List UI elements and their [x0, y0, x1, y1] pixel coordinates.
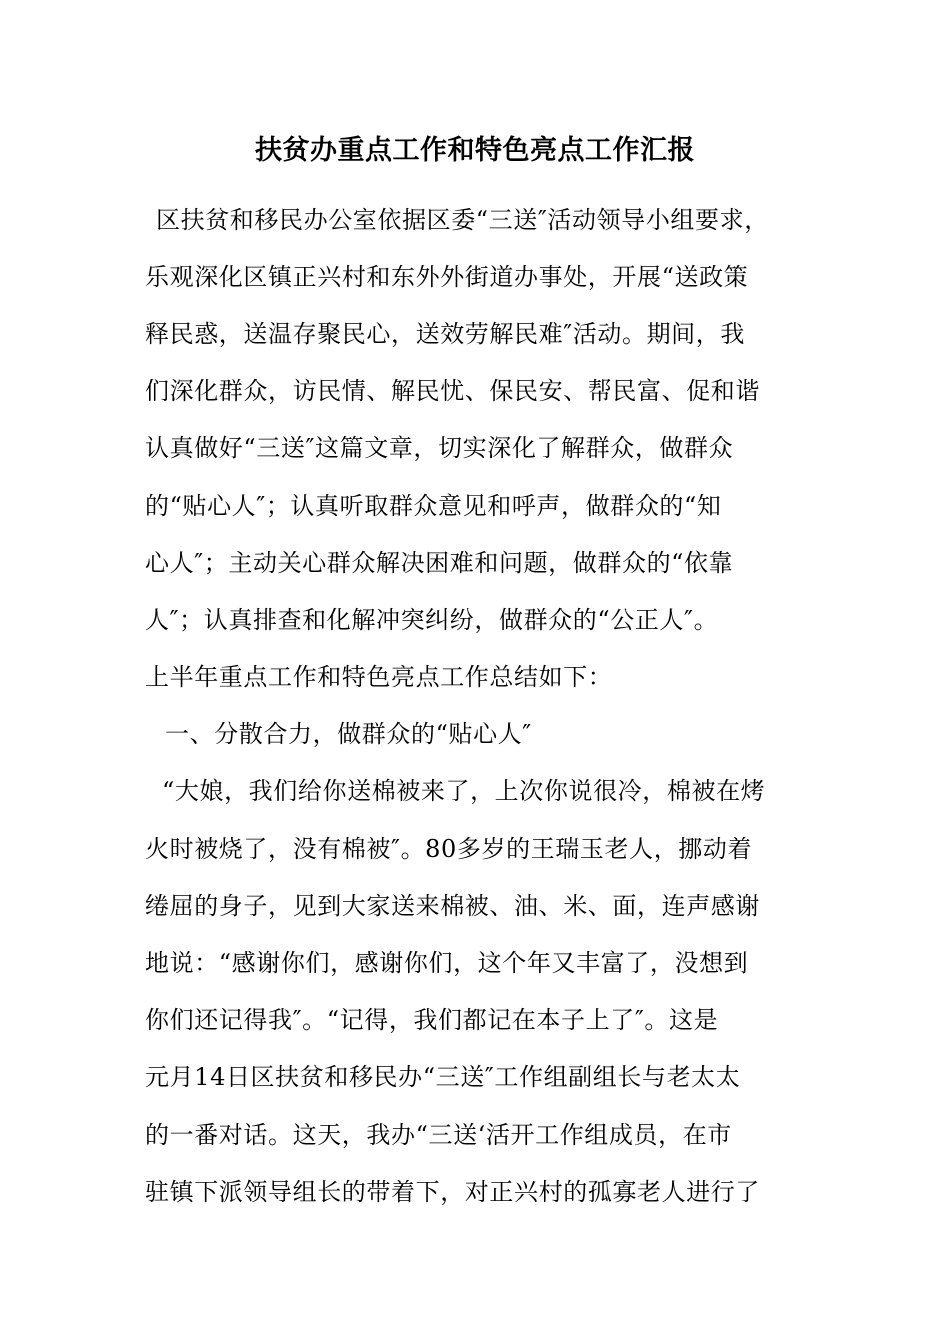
paragraph-line: 区扶贫和移民办公室依据区委“三送″活动领导小组要求，	[156, 206, 769, 234]
paragraph-line: 你们还记得我″。“记得，我们都记在本子上了″。这是	[145, 1006, 719, 1034]
paragraph-line: 火时被烧了，没有棉被″。80多岁的王瑞玉老人，挪动着	[145, 835, 753, 863]
paragraph-line: 的“贴心人″；认真听取群众意见和呼声，做群众的“知	[145, 492, 722, 520]
paragraph-line: “大娘，我们给你送棉被来了，上次你说很冷，棉被在烤	[162, 777, 766, 805]
paragraph-line: 乐观深化区镇正兴村和东外外街道办事处，开展“送政策	[145, 263, 749, 291]
paragraph-line: 人″；认真排查和化解冲突纠纷，做群众的“公正人″。	[145, 606, 719, 634]
paragraph-line: 元月14日区扶贫和移民办“三送″工作组副组长与老太太	[145, 1063, 741, 1091]
paragraph-line: 们深化群众，访民情、解民忧、保民安、帮民富、促和谐	[145, 377, 760, 405]
section-heading: 一、分散合力，做群众的“贴心人″	[165, 720, 532, 748]
paragraph-line: 释民惑，送温存聚民心，送效劳解民难″活动。期间，我	[145, 320, 745, 348]
document-title: 扶贫办重点工作和特色亮点工作汇报	[255, 135, 695, 166]
paragraph-line: 驻镇下派领导组长的带着下，对正兴村的孤寡老人进行了	[145, 1178, 760, 1206]
paragraph-line: 地说：“感谢你们，感谢你们，这个年又丰富了，没想到	[145, 949, 749, 977]
paragraph-line: 的一番对话。这天，我办“三送‘活开工作组成员，在市	[145, 1121, 732, 1149]
paragraph-line: 心人″；主动关心群众解决困难和问题，做群众的“依靠	[145, 549, 734, 577]
paragraph-line: 上半年重点工作和特色亮点工作总结如下：	[145, 663, 613, 691]
paragraph-line: 绻屈的身子，见到大家送来棉被、油、米、面，连声感谢	[145, 892, 760, 920]
paragraph-line: 认真做好“三送″这篇文章，切实深化了解群众，做群众	[145, 434, 734, 462]
